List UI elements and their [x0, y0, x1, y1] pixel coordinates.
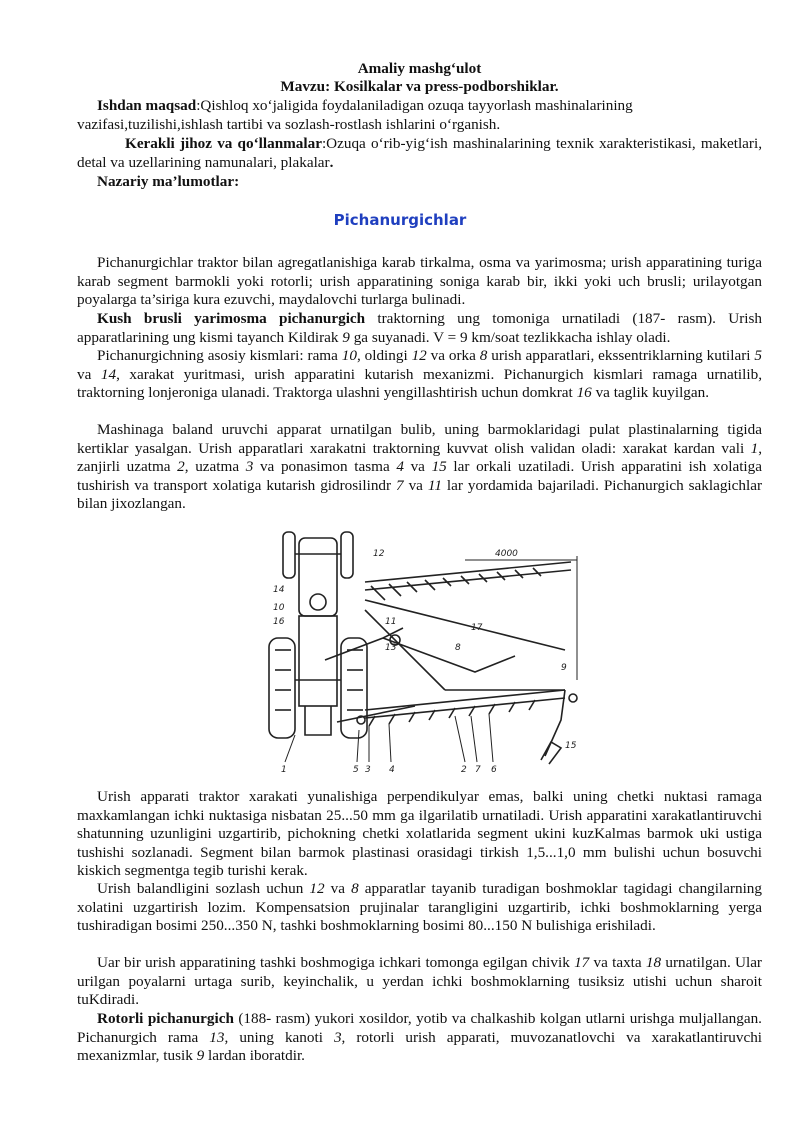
- paragraph-2: [77, 310, 762, 347]
- dimension-4000: 4000: [495, 549, 518, 559]
- label-14: 14: [273, 585, 285, 595]
- label-15: 15: [565, 741, 577, 751]
- p4-ref: 15: [431, 458, 447, 475]
- p2-bold: Kush brusli yarimosma pichanurgich: [97, 310, 366, 327]
- p8-ref: 3: [333, 1028, 342, 1046]
- theory-heading: [77, 173, 762, 192]
- p3-text: va taglik kuyilgan.: [591, 384, 710, 401]
- p3-ref: 8: [479, 347, 488, 364]
- label-2: 2: [461, 765, 467, 775]
- equipment-text: :Ozuqa o‘rib-yig‘ish mashinalarining texnik xarakteristikasi, maketlari, detal va uzellarining namunalari, plakalar: [77, 135, 762, 171]
- goal-text: :Qishloq xo‘jaligida foydalaniladigan ozuqa tayyorlash mashinalarining vazifasi,tuzilishi,ishlash tartibi va sozlash-rostlash ishlarini o‘rganish.: [77, 97, 633, 133]
- p7-text: Uar bir urish apparatining tashki boshmogiga ichkari tomonga egilgan chivik: [97, 954, 575, 971]
- p3-ref: 12: [411, 347, 427, 364]
- p3-text: va orka: [426, 347, 480, 364]
- p6-text: apparatlar tayanib turadigan boshmoklar tagidagi changilarning xolatini uzgartirish lozim. Kompensatsion prujinalar tarangligini uzgartirib, ichki boshmoklarning yerga tushiradigan bosimi 250...350 N, tashki boshmoklarning bosimi 80...150 N bulishiga erishiladi.: [77, 880, 762, 934]
- p8-text: lardan iboratdir.: [204, 1047, 305, 1064]
- p3-text: , oldingi: [356, 347, 412, 364]
- label-4: 4: [389, 765, 395, 775]
- label-5: 5: [353, 765, 359, 775]
- label-10: 10: [273, 603, 285, 613]
- p4-text: va: [403, 458, 432, 475]
- p2-ref: 9: [342, 328, 350, 346]
- label-3: 3: [365, 765, 371, 775]
- topic-title: Mavzu: Kosilkalar va press-podborshiklar.: [280, 78, 559, 95]
- mower-diagram: [265, 530, 587, 775]
- label-7: 7: [475, 765, 481, 775]
- p4-ref: 2: [177, 458, 185, 475]
- paragraph-8: [77, 1010, 762, 1066]
- equipment-label: Kerakli jihoz va qo‘llanmalar: [125, 135, 322, 152]
- label-13: 13: [385, 643, 397, 653]
- label-8: 8: [455, 643, 461, 653]
- p3-text: Pichanurgichning asosiy kismlari: rama: [97, 347, 342, 364]
- equipment-paragraph: [77, 135, 762, 172]
- p3-text: urish apparatlari, ekssentriklarning kutilari: [487, 347, 755, 364]
- figure-labels: [273, 549, 577, 775]
- paragraph-1: Pichanurgichlar traktor bilan agregatlanishiga karab tirkalma, osma va yarimosma; urish apparatining turiga karab segment barmokli yoki rotorli; urish apparatining soniga karab bir, ikki yoki uch brusli; urilayotgan poyalarga ta’siriga kura ezuvchi, maydalovchi turlarga bulinadi.: [77, 254, 762, 308]
- p4-text: va ponasimon tasma: [253, 458, 397, 475]
- p4-text: va: [403, 476, 428, 494]
- equipment-end: .: [329, 153, 334, 171]
- label-1: 1: [281, 765, 287, 775]
- paragraph-4: [77, 421, 762, 514]
- label-11: 11: [385, 617, 397, 627]
- p4-ref: 3: [245, 458, 254, 475]
- p3-text: , xarakat yuritmasi, urish apparatini kutarish mexanizmi. Pichanurgich kismlari ramaga urnatilib, traktorning lonjeroniga ulanadi. Traktorga ulashni yengillashtirish uchun domkrat: [77, 365, 762, 401]
- p3-ref: 16: [576, 384, 592, 401]
- p3-ref: 10: [341, 347, 357, 364]
- label-9: 9: [561, 663, 567, 673]
- p4-ref: 1: [750, 439, 759, 457]
- p4-ref: 4: [396, 458, 404, 475]
- topic-line: [77, 78, 762, 97]
- p4-ref: 11: [427, 476, 442, 494]
- p8-ref: 13: [209, 1028, 225, 1046]
- p6-text: va: [324, 880, 352, 897]
- paragraph-6: [77, 880, 762, 936]
- paragraph-7: [77, 954, 762, 1010]
- label-6: 6: [491, 765, 497, 775]
- practical-lesson-title: Amaliy mashg‘ulot: [357, 60, 482, 77]
- p7-ref: 18: [645, 954, 662, 971]
- p8-ref: 9: [196, 1047, 205, 1064]
- theory-label: Nazariy ma’lumotlar:: [97, 173, 240, 190]
- p4-ref: 7: [396, 476, 404, 494]
- p4-text: , zanjirli uzatma: [77, 439, 762, 475]
- label-12: 12: [373, 549, 385, 559]
- label-17: 17: [471, 623, 483, 633]
- p4-text: , uzatma: [184, 458, 246, 475]
- p2-text-a: traktorning ung tomoniga urnatiladi (187- rasm). Urish apparatlarining ung kismi tayanch Kildirak: [77, 310, 762, 346]
- p6-ref: 12: [309, 880, 325, 897]
- p7-text: urnatilgan. Ular urilgan poyalarni urtaga surib, keyinchalik, u yerdan ichki boshmoklarning tusiksiz utishi uchun sharoit tuKdiradi.: [77, 954, 762, 1008]
- paragraph-5: Urish apparati traktor xarakati yunalishiga perpendikulyar emas, balki uning chetki nuktasi ramaga maxkamlangan ichki nuktasiga nisbatan 25...50 mm ga ilgarilatib urnatiladi. Urish apparatini xarakatlantiruvchi shatunning uzunligini uzgartirib, pichokning chetki xolatlarida segment ukini kuzKalmas barmok uki ustiga tushishi sozlanadi. Segment bilan barmok plastinasi orasidagi tirkish 1,5...1,0 mm bulishi uchun bosuvchi kiskich segmentga tegib turishi kerak.: [77, 788, 762, 879]
- p4-text: Mashinaga baland uruvchi apparat urnatilgan bulib, uning barmoklaridagi pulat plastinalarning tigida kertiklar yasalgan. Urish apparatlari xarakatni traktorning kuvvat olish validan oladi: xarakat kardan vali: [77, 421, 762, 457]
- p2-text-b: ga suyanadi. V = 9 km/soat tezlikkacha ishlay oladi.: [349, 328, 671, 346]
- p8-bold: Rotorli pichanurgich: [97, 1010, 234, 1027]
- section-title: Pichanurgichlar: [333, 211, 467, 229]
- p6-ref: 8: [351, 880, 359, 897]
- p8-text: , uning kanoti: [224, 1028, 334, 1046]
- p8-text: , rotorli urish apparati, muvozanatlovchi va xarakatlantiruvchi mexanizmlar, tusik: [77, 1028, 763, 1064]
- p4-text: lar orkali uzatiladi. Urish apparatini ish xolatiga tushirish va transport xolatiga kutarish gidrosilindr: [77, 458, 762, 494]
- header-title: [77, 60, 762, 79]
- goal-paragraph: [77, 97, 762, 134]
- p8-text: (188- rasm) yukori xosildor, yotib va chalkashib kolgan utlarni urishga muljallangan. Pichanurgich rama: [77, 1010, 762, 1046]
- p3-ref: 5: [754, 347, 762, 364]
- goal-label: Ishdan maqsad: [97, 97, 197, 114]
- p4-text: lar yordamida bajariladi. Pichanurgich saklagichlar bilan jixozlangan.: [77, 476, 763, 512]
- p3-ref: 14: [100, 365, 117, 383]
- p6-text: Urish balandligini sozlash uchun: [97, 880, 310, 897]
- p7-text: va taxta: [589, 954, 646, 971]
- p7-ref: 17: [574, 954, 590, 971]
- paragraph-3: [77, 347, 762, 403]
- p3-text: va: [77, 365, 101, 383]
- mower-figure: [265, 530, 587, 775]
- label-16: 16: [273, 617, 285, 627]
